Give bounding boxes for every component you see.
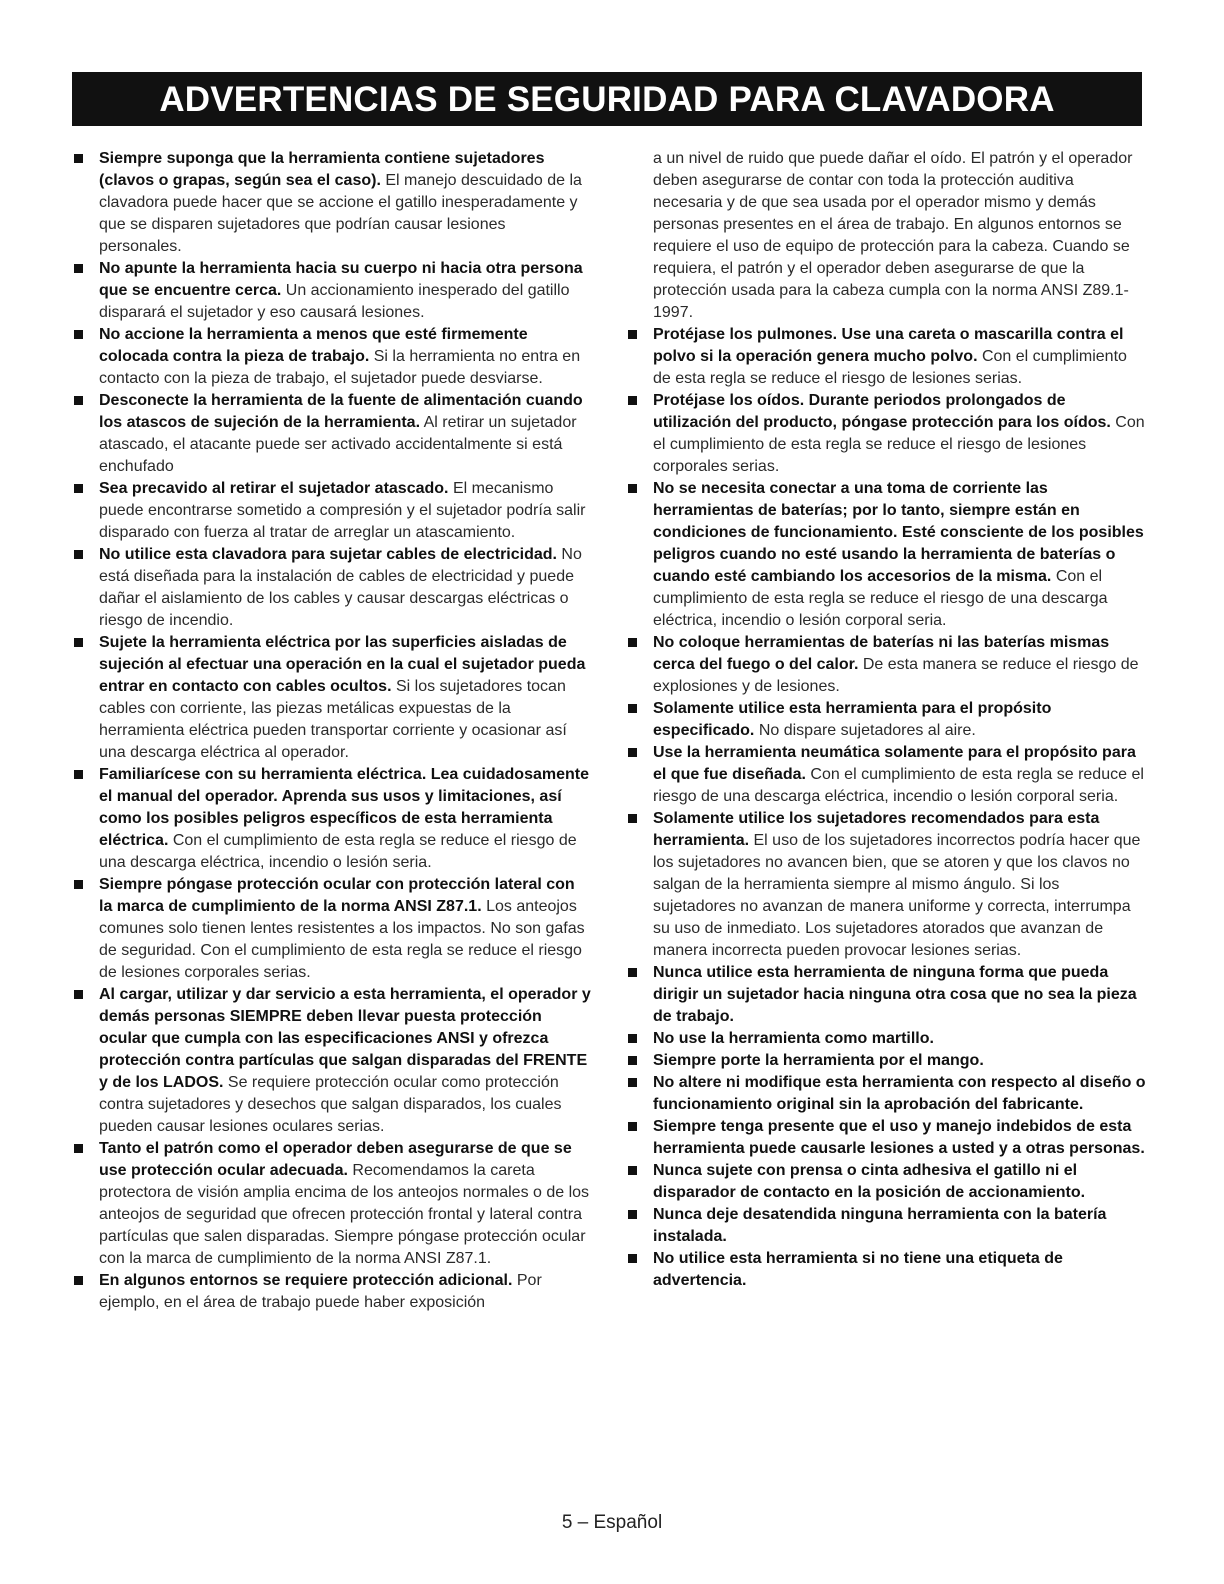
list-item: No utilice esta herramienta si no tiene una etiqueta de advertencia. <box>628 1248 1146 1292</box>
bullet-square-icon <box>628 638 637 647</box>
bullet-square-icon <box>74 990 83 999</box>
bullet-square-icon <box>628 1166 637 1175</box>
bullet-square-icon <box>628 968 637 977</box>
bullet-square-icon <box>628 748 637 757</box>
bullet-square-icon <box>74 1144 83 1153</box>
list-item: Al cargar, utilizar y dar servicio a esta herramienta, el operador y demás personas SIEMPRE deben llevar puesta protección ocular que cumpla con las especificaciones ANSI y ofrezca protección contra partículas que salgan disparadas del FRENTE y de los LADOS. Se requiere protección ocular como protección contra sujetadores y desechos que salgan disparados, los cuales pueden causar lesiones oculares serias. <box>74 984 592 1138</box>
bullet-square-icon <box>74 484 83 493</box>
bullet-square-icon <box>74 880 83 889</box>
list-item: Nunca utilice esta herramienta de ninguna forma que pueda dirigir un sujetador hacia ninguna otra cosa que no sea la pieza de trabajo. <box>628 962 1146 1028</box>
list-item: Familiarícese con su herramienta eléctrica. Lea cuidadosamente el manual del operador. Aprenda sus usos y limitaciones, así como los posibles peligros específicos de esta herramienta eléctrica. Con el cumplimiento de esta regla se reduce el riesgo de una descarga eléctrica, incendio o lesión seria. <box>74 764 592 874</box>
bullet-square-icon <box>74 1276 83 1285</box>
list-item: Siempre suponga que la herramienta contiene sujetadores (clavos o grapas, según sea el caso). El manejo descuidado de la clavadora puede hacer que se accione el gatillo inesperadamente y que se disparen sujetadores que podrían causar lesiones personales. <box>74 148 592 258</box>
list-item: No altere ni modifique esta herramienta con respecto al diseño o funcionamiento original sin la aprobación del fabricante. <box>628 1072 1146 1116</box>
continued-paragraph: a un nivel de ruido que puede dañar el oído. El patrón y el operador deben asegurarse de contar con toda la protección auditiva necesaria y de que sea usada por el operador mismo y demás personas presentes en el área de trabajo. En algunos entornos se requiere el uso de equipo de protección para la cabeza. Cuando se requiera, el patrón y el operador deben asegurarse de que la protección usada para la cabeza cumpla con la norma ANSI Z89.1-1997. <box>653 150 1133 321</box>
bullet-square-icon <box>628 1210 637 1219</box>
list-item: No coloque herramientas de baterías ni las baterías mismas cerca del fuego o del calor. De esta manera se reduce el riesgo de explosiones y de lesiones. <box>628 632 1146 698</box>
bullet-square-icon <box>74 550 83 559</box>
bullet-square-icon <box>628 396 637 405</box>
bullet-square-icon <box>74 638 83 647</box>
list-item: Sujete la herramienta eléctrica por las superficies aisladas de sujeción al efectuar una operación en la cual el sujetador pueda entrar en contacto con cables ocultos. Si los sujetadores tocan cables con corriente, las piezas metálicas expuestas de la herramienta eléctrica pueden transportar corriente y ocasionar así una descarga eléctrica al operador. <box>74 632 592 764</box>
list-item: No utilice esta clavadora para sujetar cables de electricidad. No está diseñada para la instalación de cables de electricidad y puede dañar el aislamiento de los cables y causar descargas eléctricas o riesgo de incendio. <box>74 544 592 632</box>
list-item: No accione la herramienta a menos que esté firmemente colocada contra la pieza de trabajo. Si la herramienta no entra en contacto con la pieza de trabajo, el sujetador puede desviarse. <box>74 324 592 390</box>
page-title-banner: ADVERTENCIAS DE SEGURIDAD PARA CLAVADORA <box>72 72 1142 126</box>
bullet-square-icon <box>628 1254 637 1263</box>
list-item: Solamente utilice los sujetadores recomendados para esta herramienta. El uso de los sujetadores incorrectos podría hacer que los sujetadores no avancen bien, que se atoren y que los clavos no salgan de la herramienta siempre al mismo ángulo. Si los sujetadores no avanzan de manera uniforme y correcta, interrumpa su uso de inmediato. Los sujetadores atorados que avanzan de manera incorrecta pueden provocar lesiones serias. <box>628 808 1146 962</box>
bullet-square-icon <box>628 1056 637 1065</box>
bullet-square-icon <box>628 484 637 493</box>
list-item: Siempre tenga presente que el uso y manejo indebidos de esta herramienta puede causarle lesiones a usted y a otras personas. <box>628 1116 1146 1160</box>
list-item: No use la herramienta como martillo. <box>628 1028 1146 1050</box>
list-item: No se necesita conectar a una toma de corriente las herramientas de baterías; por lo tanto, siempre están en condiciones de funcionamiento. Esté consciente de los posibles peligros cuando no esté usando la herramienta de baterías o cuando esté cambiando los accesorios de la misma. Con el cumplimiento de esta regla se reduce el riesgo de una descarga eléctrica, incendio o lesión corporal seria. <box>628 478 1146 632</box>
page-number: 5 – Español <box>561 1512 663 1533</box>
list-item: Desconecte la herramienta de la fuente de alimentación cuando los atascos de sujeción de la herramienta. Al retirar un sujetador atascado, el atacante puede ser activado accidentalmente si está enchufado <box>74 390 592 478</box>
list-item: Nunca sujete con prensa o cinta adhesiva el gatillo ni el disparador de contacto en la posición de accionamiento. <box>628 1160 1146 1204</box>
left-column <box>74 148 592 1314</box>
bullet-square-icon <box>74 154 83 163</box>
list-item: No apunte la herramienta hacia su cuerpo ni hacia otra persona que se encuentre cerca. Un accionamiento inesperado del gatillo disparará el sujetador y eso causará lesiones. <box>74 258 592 324</box>
list-item: Solamente utilice esta herramienta para el propósito especificado. No dispare sujetadores al aire. <box>628 698 1146 742</box>
list-item: Sea precavido al retirar el sujetador atascado. El mecanismo puede encontrarse sometido a compresión y el sujetador podría salir disparado con fuerza al tratar de arreglar un atascamiento. <box>74 478 592 544</box>
right-column <box>628 148 1146 1292</box>
list-item: Protéjase los pulmones. Use una careta o mascarilla contra el polvo si la operación genera mucho polvo. Con el cumplimiento de esta regla se reduce el riesgo de lesiones serias. <box>628 324 1146 390</box>
bullet-square-icon <box>74 264 83 273</box>
list-item: Nunca deje desatendida ninguna herramienta con la batería instalada. <box>628 1204 1146 1248</box>
bullet-square-icon <box>628 1078 637 1087</box>
list-item: Protéjase los oídos. Durante periodos prolongados de utilización del producto, póngase protección para los oídos. Con el cumplimiento de esta regla se reduce el riesgo de lesiones corporales serias. <box>628 390 1146 478</box>
bullet-square-icon <box>628 1034 637 1043</box>
bullet-square-icon <box>628 330 637 339</box>
list-item: Use la herramienta neumática solamente para el propósito para el que fue diseñada. Con el cumplimiento de esta regla se reduce el riesgo de una descarga eléctrica, incendio o lesión corporal seria. <box>628 742 1146 808</box>
bullet-square-icon <box>628 814 637 823</box>
list-item: En algunos entornos se requiere protección adicional. Por ejemplo, en el área de trabajo puede haber exposición <box>74 1270 592 1314</box>
bullet-square-icon <box>74 770 83 779</box>
list-item: Tanto el patrón como el operador deben asegurarse de que se use protección ocular adecuada. Recomendamos la careta protectora de visión amplia encima de los anteojos normales o de los anteojos de seguridad que ofrecen protección frontal y lateral contra partículas que salen disparadas. Siempre póngase protección ocular con la marca de cumplimiento de la norma ANSI Z87.1. <box>74 1138 592 1270</box>
list-item: Siempre póngase protección ocular con protección lateral con la marca de cumplimiento de la norma ANSI Z87.1. Los anteojos comunes solo tienen lentes resistentes a los impactos. No son gafas de seguridad. Con el cumplimiento de esta regla se reduce el riesgo de lesiones corporales serias. <box>74 874 592 984</box>
bullet-square-icon <box>74 396 83 405</box>
bullet-square-icon <box>74 330 83 339</box>
bullet-square-icon <box>628 1122 637 1131</box>
bullet-square-icon <box>628 704 637 713</box>
list-item: Siempre porte la herramienta por el mango. <box>628 1050 1146 1072</box>
